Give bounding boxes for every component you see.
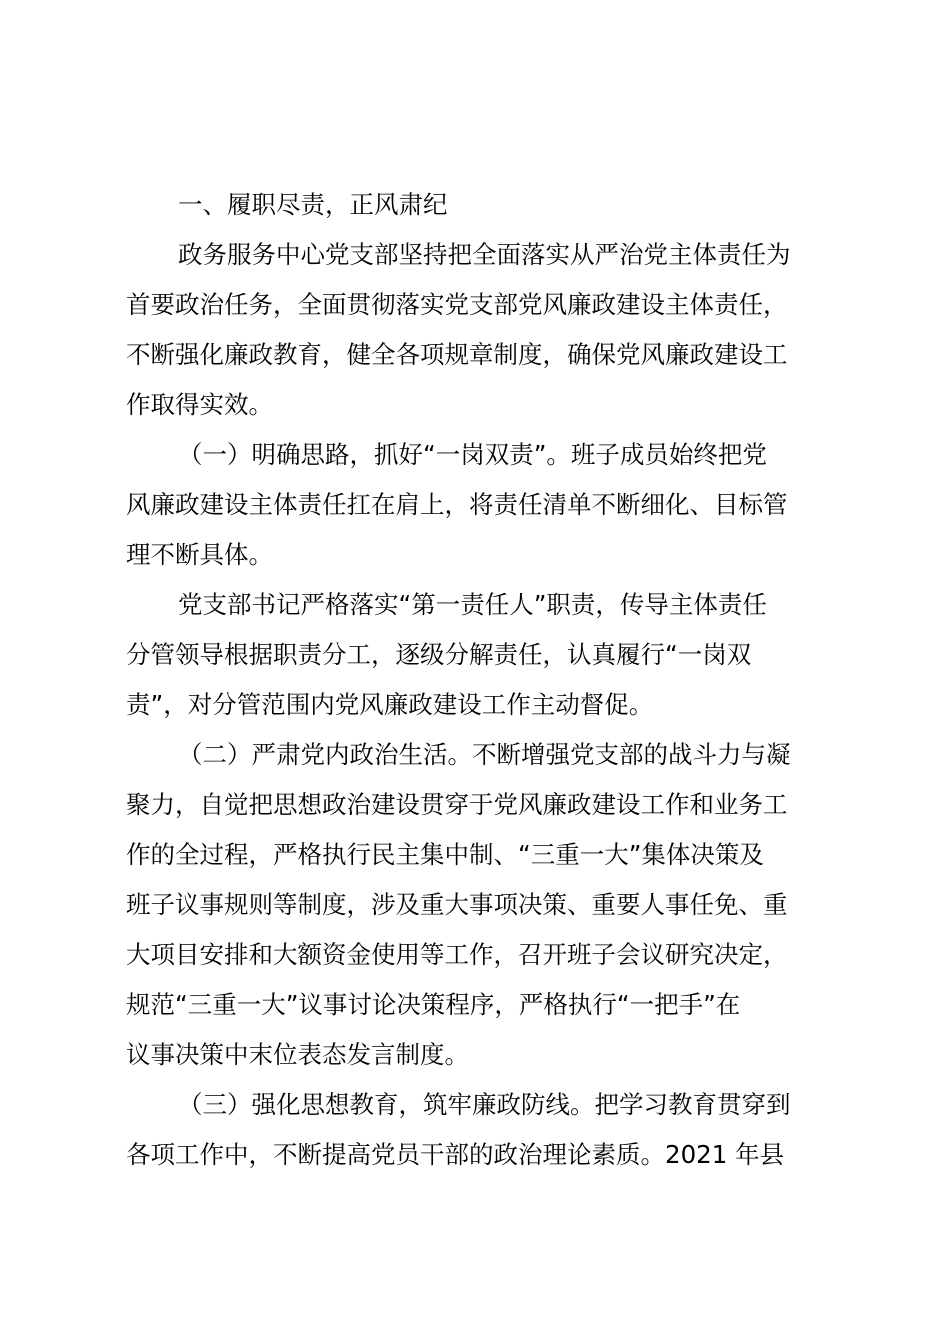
- paragraph-4-line-1: （二）严肃党内政治生活。不断增强党支部的战斗力与凝: [178, 740, 791, 769]
- paragraph-2-line-2: 风廉政建设主体责任扛在肩上，将责任清单不断细化、目标管: [126, 490, 788, 519]
- paragraph-3-line-2: 分管领导根据职责分工，逐级分解责任，认真履行“一岗双: [126, 640, 752, 669]
- paragraph-3-line-1: 党支部书记严格落实“第一责任人”职责，传导主体责任: [178, 590, 767, 619]
- paragraph-1-line-3: 不断强化廉政教育，健全各项规章制度，确保党风廉政建设工: [126, 340, 788, 369]
- paragraph-4-line-6: 规范“三重一大”议事讨论决策程序，严格执行“一把手”在: [126, 990, 741, 1019]
- paragraph-3-line-3: 责”，对分管范围内党风廉政建设工作主动督促。: [126, 690, 654, 719]
- paragraph-5-line-2: 各项工作中，不断提高党员干部的政治理论素质。2021 年县: [126, 1140, 785, 1169]
- section-heading: 一、履职尽责，正风肃纪: [178, 190, 448, 219]
- paragraph-1-line-4: 作取得实效。: [126, 390, 273, 419]
- paragraph-4-line-3: 作的全过程，严格执行民主集中制、“三重一大”集体决策及: [126, 840, 764, 869]
- paragraph-4-line-2: 聚力，自觉把思想政治建设贯穿于党风廉政建设工作和业务工: [126, 790, 788, 819]
- paragraph-1-line-2: 首要政治任务，全面贯彻落实党支部党风廉政建设主体责任，: [126, 290, 788, 319]
- paragraph-4-line-5: 大项目安排和大额资金使用等工作，召开班子会议研究决定，: [126, 940, 788, 969]
- paragraph-1-line-1: 政务服务中心党支部坚持把全面落实从严治党主体责任为: [178, 240, 791, 269]
- paragraph-4-line-4: 班子议事规则等制度，涉及重大事项决策、重要人事任免、重: [126, 890, 788, 919]
- paragraph-2-line-1: （一）明确思路，抓好“一岗双责”。班子成员始终把党: [178, 440, 767, 469]
- paragraph-4-line-7: 议事决策中末位表态发言制度。: [126, 1040, 469, 1069]
- paragraph-5-line-1: （三）强化思想教育，筑牢廉政防线。把学习教育贯穿到: [178, 1090, 791, 1119]
- paragraph-2-line-3: 理不断具体。: [126, 540, 273, 569]
